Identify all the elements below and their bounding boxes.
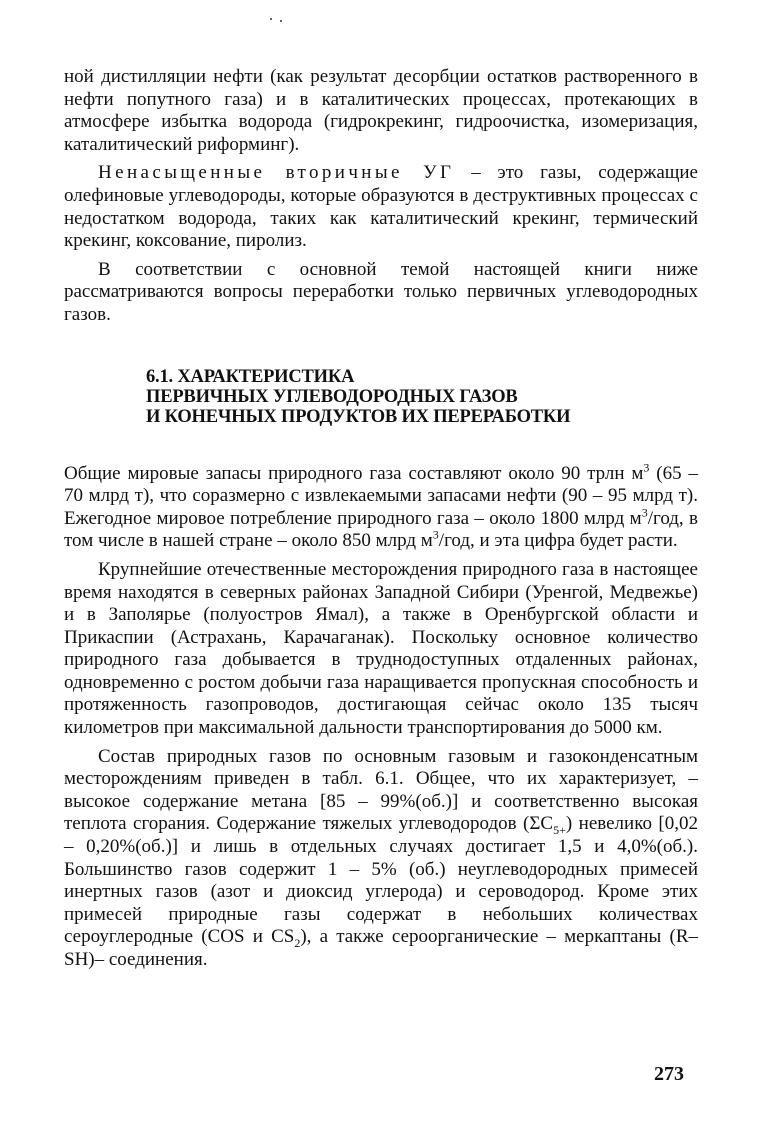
reserves-text-c: /год, в том числе в нашей стране – около 850 млрд м bbox=[64, 507, 698, 552]
composition-text-c: ), а также сероорганические – меркаптаны (R–SH)– соединения. bbox=[64, 926, 698, 970]
reserves-text-b: (65 – 70 млрд т), что соразмерно с извлекаемыми запасами нефти (90 – 95 млрд т). Ежегодное мировое потребление природного газа – около 1800 млрд м bbox=[64, 462, 699, 529]
composition-text-a: Состав природных газов по основным газовым и газоконденсатным месторождениям приведен в табл. 6.1. Общее, что их характеризует, – высокое содержание метана [85 – 99%(об.)] и соответственно высокая теплота сгорания. Содержание тяжелых углеводородов (ΣC bbox=[64, 745, 698, 835]
section-heading-line-1: 6.1. ХАРАКТЕРИСТИКА bbox=[146, 366, 355, 387]
reserves-text-a: Общие мировые запасы природного газа составляют около 90 трлн м bbox=[64, 462, 644, 484]
section-heading-line-3: И КОНЕЧНЫХ ПРОДУКТОВ ИХ ПЕРЕРАБОТКИ bbox=[146, 406, 571, 427]
paragraph-distillation: ной дистилляции нефти (как результат десорбции остатков растворенного в нефти попутного газа) и в каталитических процессах, протекающих в атмосфере избытка водорода (гидрокрекинг, гидроочистка, изомеризация, каталитический риформинг). bbox=[64, 66, 698, 155]
term-unsaturated-gases: Ненасыщенные вторичные УГ bbox=[98, 162, 455, 184]
page-body bbox=[64, 66, 698, 978]
section-heading-line-2: ПЕРВИЧНЫХ УГЛЕВОДОРОДНЫХ ГАЗОВ bbox=[146, 386, 518, 407]
paragraph-unsaturated-text: – это газы, содержащие олефиновые углеводороды, которые образуются в деструктивных процессах с недостатком водорода, таких как каталитический крекинг, термический крекинг, коксование, пиролиз. bbox=[64, 162, 698, 252]
composition-sub-1: 5+ bbox=[553, 823, 566, 838]
paragraph-reserves bbox=[64, 460, 699, 553]
reserves-sup-2: 3 bbox=[641, 505, 648, 520]
page-number: 273 bbox=[654, 1063, 684, 1085]
paragraph-composition bbox=[64, 746, 698, 972]
paragraph-unsaturated-gases bbox=[64, 162, 698, 252]
reserves-sup-3: 3 bbox=[432, 527, 439, 542]
composition-text-b: ) невелико [0,02 – 0,20%(об.)] и лишь в отдельных случаях достигает 1,5 и 4,0%(об.). Большинство газов содержит 1 – 5% (об.) неуглеводородных примесей инертных газов (азот и диоксид углерода) и сероводород. Кроме этих примесей природные газы содержат в небольших количествах сероуглеродные (COS и CS bbox=[64, 813, 698, 948]
composition-sub-2: 2 bbox=[294, 936, 301, 951]
paragraph-scope: В соответствии с основной темой настоящей книги ниже рассматриваются вопросы переработки только первичных углеводородных газов. bbox=[64, 258, 698, 325]
section-heading bbox=[146, 367, 698, 427]
scan-speck bbox=[270, 18, 288, 22]
reserves-text-d: /год, и эта цифра будет расти. bbox=[438, 530, 678, 552]
reserves-sup-1: 3 bbox=[643, 460, 650, 475]
paragraph-fields: Крупнейшие отечественные месторождения природного газа в настоящее время находятся в северных районах Западной Сибири (Уренгой, Медвежье) и в Заполярье (полуостров Ямал), а также в Оренбургской области и Прикаспии (Астрахань, Карачаганак). Поскольку основное количество природного газа добывается в труднодоступных отдаленных районах, одновременно с ростом добычи газа наращивается пропускная способность и протяженность газопроводов, достигающая сейчас около 135 тысяч километров при максимальной дальности транспортирования до 5000 км. bbox=[64, 558, 698, 739]
